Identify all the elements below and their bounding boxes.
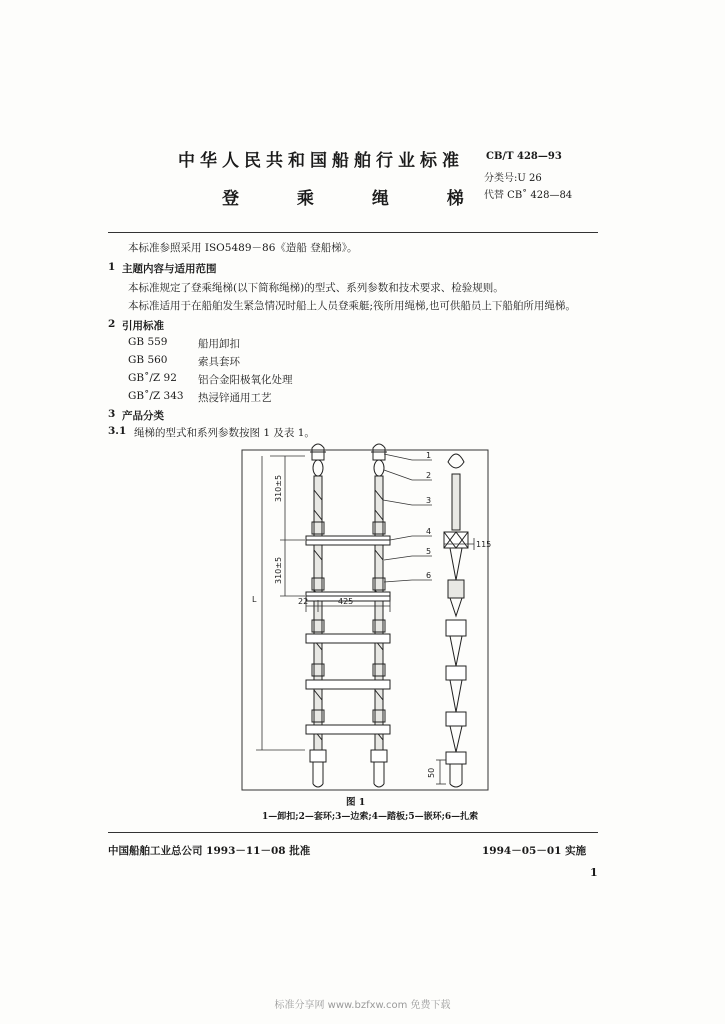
callout-number: 5	[426, 547, 432, 556]
callout-number: 1	[426, 451, 432, 460]
thimble-left	[313, 460, 323, 476]
ref-name: 热浸锌通用工艺	[198, 392, 272, 404]
section-1-paragraph-2: 本标准适用于在船舶发生紧急情况时船上人员登乘艇;筏所用绳梯,也可供船员上下船舶所用绳梯。	[128, 300, 576, 312]
ref-code: GB 559	[128, 336, 168, 348]
ref-code: GB 560	[128, 354, 168, 366]
implementation-date: 1994－05－01 实施	[482, 845, 587, 857]
document-subtitle: 登 乘 绳 梯	[222, 189, 490, 209]
section-2-heading: 引用标准	[122, 320, 164, 332]
page-number: 1	[590, 866, 598, 879]
dimension-spacing-top: 310±5	[274, 474, 283, 502]
side-view-thimble	[448, 454, 464, 468]
step-3	[306, 634, 390, 643]
section-1-number: 1	[108, 261, 116, 273]
section-3-number: 3	[108, 408, 116, 420]
figure-legend: 1—卸扣;2—套环;3—边索;4—踏板;5—嵌环;6—扎索	[262, 812, 479, 822]
callout-number: 6	[426, 571, 432, 580]
intro-paragraph: 本标准参照采用 ISO5489－86《造船 登船梯》。	[128, 242, 358, 254]
side-view-step	[444, 532, 468, 548]
approval-line: 中国船舶工业总公司 1993－11－08 批准	[108, 845, 311, 857]
dimension-side-width: 115	[476, 540, 492, 549]
section-1-heading: 主题内容与适用范围	[122, 263, 217, 275]
ref-name: 索具套环	[198, 356, 240, 368]
callout-number: 4	[426, 527, 432, 536]
ref-name: 船用卸扣	[198, 338, 240, 350]
dimension-spacing-rung: 310±5	[274, 556, 283, 584]
step-5	[306, 725, 390, 734]
standard-code: CB/T 428—93	[486, 151, 562, 162]
replaces-code: 代替 CB˚ 428—84	[484, 190, 573, 201]
standard-title: 中华人民共和国船舶行业标准	[178, 151, 464, 171]
callout-number: 3	[426, 496, 432, 505]
dimension-bottom: 50	[427, 767, 436, 778]
section-3-heading: 产品分类	[122, 410, 164, 422]
section-1-paragraph-1: 本标准规定了登乘绳梯(以下简称绳梯)的型式、系列参数和技术要求、检验规则。	[128, 282, 504, 294]
section-3-1-text: 绳梯的型式和系列参数按图 1 及表 1。	[134, 427, 315, 439]
section-3-1-number: 3.1	[108, 425, 127, 437]
figure-caption: 图 1	[346, 797, 366, 808]
footer-divider	[108, 832, 598, 833]
dimension-rung-width: 425	[338, 597, 354, 606]
ref-code: GB˚/Z 92	[128, 372, 177, 384]
dimension-rung-end: 22	[298, 597, 309, 606]
ref-name: 铝合金阳极氧化处理	[198, 374, 293, 386]
site-watermark: 标准分享网 www.bzfxw.com 免费下载	[274, 1000, 451, 1011]
callout-number: 2	[426, 471, 432, 480]
dimension-length: L	[252, 595, 257, 604]
thimble-right	[374, 460, 384, 476]
ref-code: GB˚/Z 343	[128, 390, 184, 402]
classification-code: 分类号:U 26	[484, 173, 542, 184]
section-2-number: 2	[108, 318, 116, 330]
step-4	[306, 680, 390, 689]
